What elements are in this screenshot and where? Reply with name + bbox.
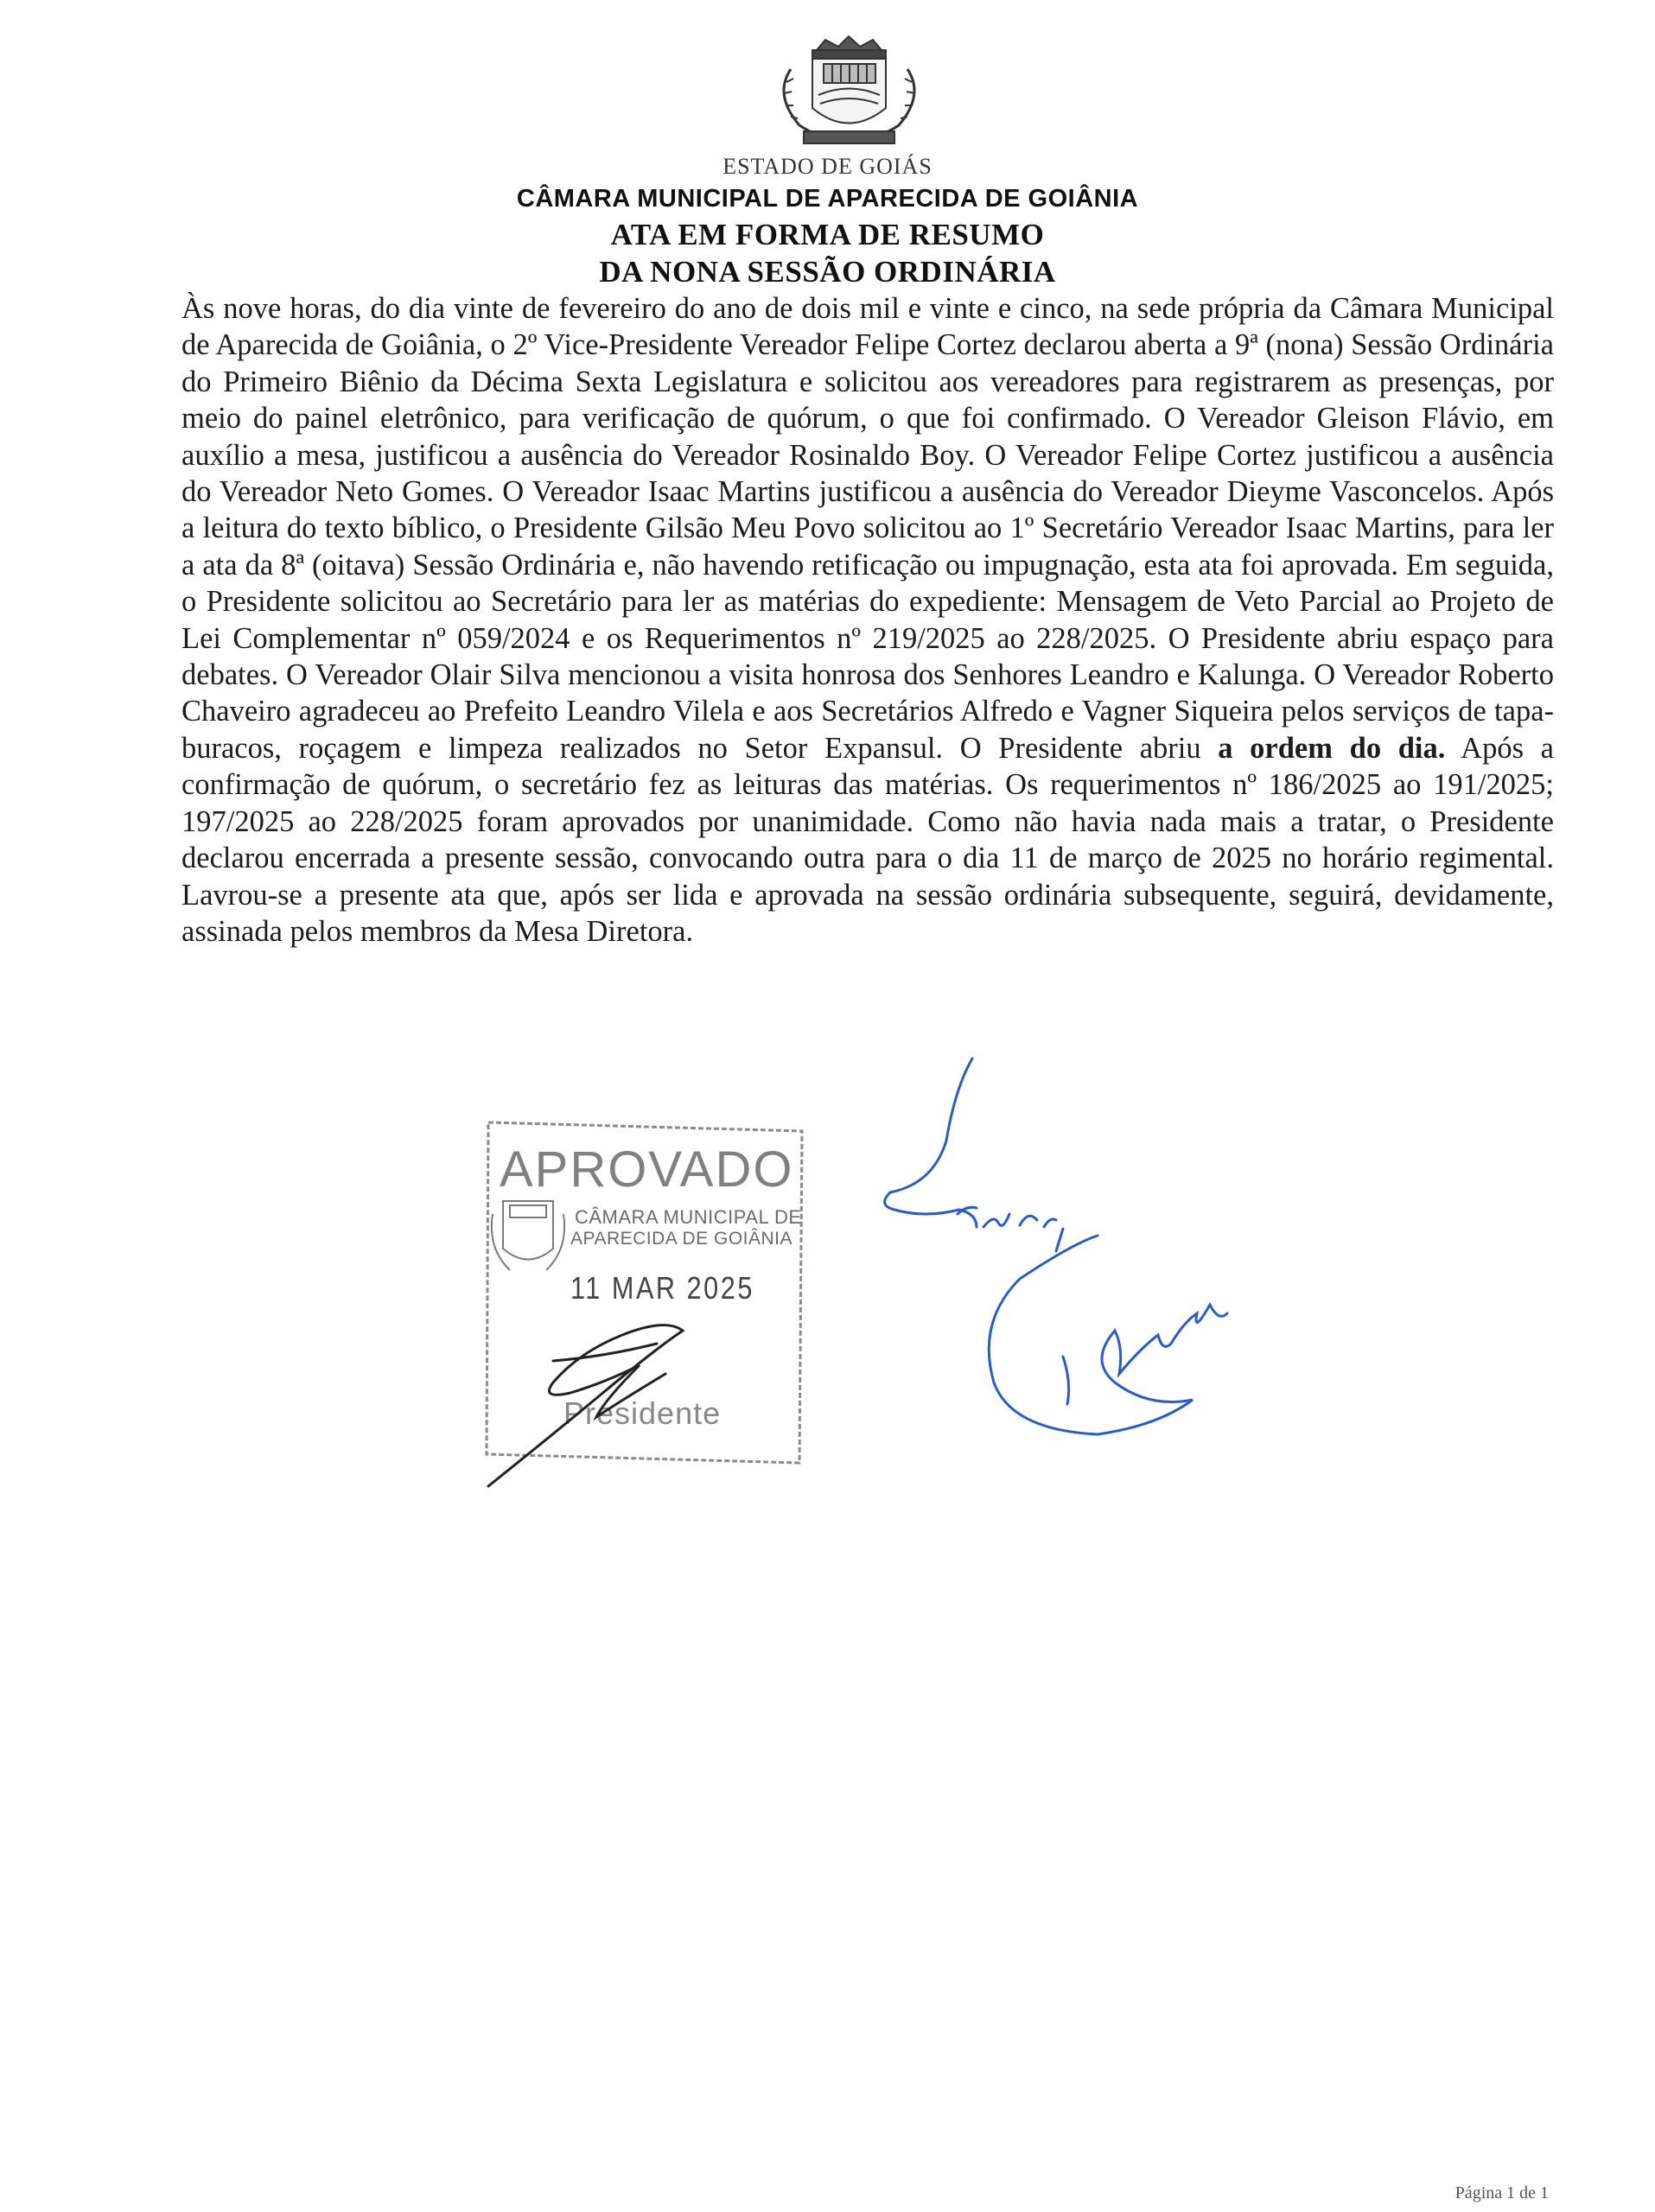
stamp-date: 11 MAR 2025 — [570, 1270, 754, 1306]
stamp-org-line1: CÂMARA MUNICIPAL DE — [575, 1206, 802, 1228]
secretary-signature — [885, 1058, 1063, 1251]
document-title-line2: DA NONA SESSÃO ORDINÁRIA — [599, 255, 1056, 289]
minutes-body — [181, 290, 1554, 950]
stamp-org-line2: APARECIDA DE GOIÂNIA — [570, 1229, 793, 1249]
document-title-line1: ATA EM FORMA DE RESUMO — [610, 218, 1045, 251]
second-signature — [989, 1236, 1227, 1434]
stamp-approved-text: APROVADO — [500, 1141, 794, 1198]
chamber-name: CÂMARA MUNICIPAL DE APARECIDA DE GOIÂNIA — [516, 185, 1139, 213]
municipal-crest-icon — [765, 35, 933, 151]
stamp-role: Presidente — [563, 1395, 722, 1431]
state-name: ESTADO DE GOIÁS — [722, 154, 933, 179]
minutes-body-bold: a ordem do dia. — [1218, 731, 1446, 765]
page-number: Página 1 de 1 — [1454, 2183, 1549, 2202]
minutes-body-part2: Após a confirmação de quórum, o secretário fez as leituras das matérias. Os requerimentos nº 186/2025 ao 191/2025; 197/2025 ao 228/2025 foram aprovados por unanimidade. Como não havia nada mais a tratar, o Presidente declarou encerrada a presente sessão, convocando outra para o dia 11 de março de 2025 no horário regimental. Lavrou-se a presente ata que, após ser lida e aprovada na sessão ordinária subsequente, seguirá, devidamente, assinada pelos membros da Mesa Diretora. — [181, 731, 1554, 948]
minutes-body-part1: Às nove horas, do dia vinte de fevereiro do ano de dois mil e vinte e cinco, na sede própria da Câmara Municipal de Aparecida de Goiânia, o 2º Vice-Presidente Vereador Felipe Cortez declarou aberta a 9ª (nona) Sessão Ordinária do Primeiro Biênio da Décima Sexta Legislatura e solicitou aos vereadores para registrarem as presenças, por meio do painel eletrônico, para verificação de quórum, o que foi confirmado. O Vereador Gleison Flávio, em auxílio a mesa, justificou a ausência do Vereador Rosinaldo Boy. O Vereador Felipe Cortez justificou a ausência do Vereador Neto Gomes. O Vereador Isaac Martins justificou a ausência do Vereador Dieyme Vasconcelos. Após a leitura do texto bíblico, o Presidente Gilsão Meu Povo solicitou ao 1º Secretário Vereador Isaac Martins, para ler a ata da 8ª (oitava) Sessão Ordinária e, não havendo retificação ou impugnação, esta ata foi aprovada. Em seguida, o Presidente solicitou ao Secretário para ler as matérias do expediente: Mensagem de Veto Parcial ao Projeto de Lei Complementar nº 059/2024 e os Requerimentos nº 219/2025 ao 228/2025. O Presidente abriu espaço para debates. O Vereador Olair Silva mencionou a visita honrosa dos Senhores Leandro e Kalunga. O Vereador Roberto Chaveiro agradeceu ao Prefeito Leandro Vilela e aos Secretários Alfredo e Vagner Siqueira pelos serviços de tapa-buracos, roçagem e limpeza realizados no Setor Expansul. O Presidente abriu — [181, 292, 1554, 765]
